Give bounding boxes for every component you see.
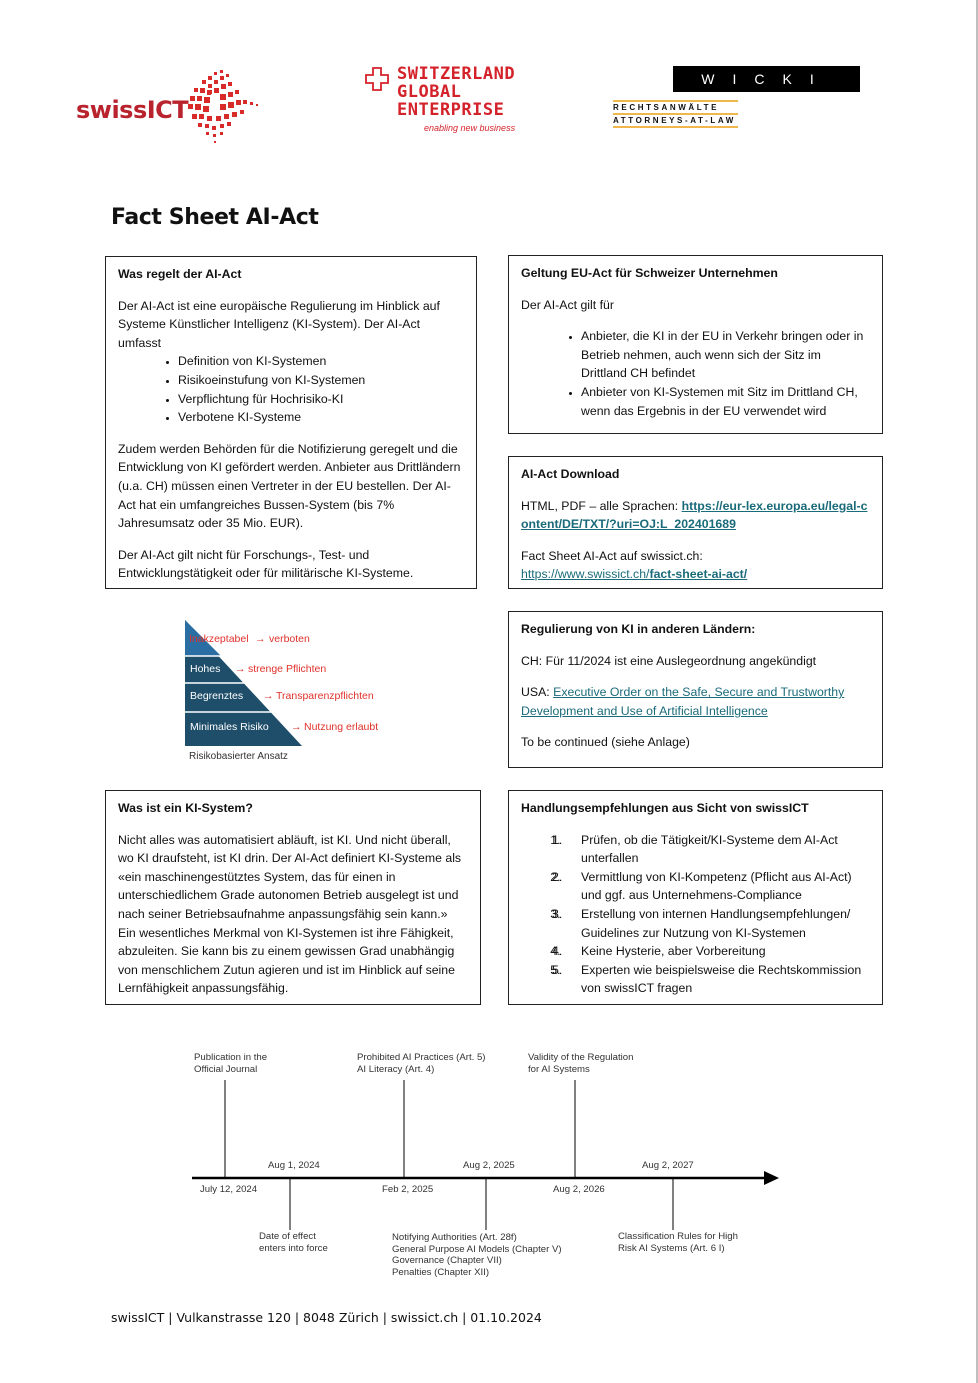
label-line: Prohibited AI Practices (Art. 5): [357, 1052, 486, 1063]
box-ki-system: [105, 790, 481, 1005]
list-item: 4. Keine Hysterie, aber Vorbereitung: [552, 944, 766, 959]
wicki-sub-1: RECHTSANWÄLTE: [613, 103, 720, 112]
wicki-logo: [613, 66, 863, 130]
box-laender-ch: CH: Für 11/2024 ist eine Auslegeordnung angekündigt: [521, 653, 817, 668]
list-item-text: Experten wie beispielsweise die Rechtskommission von swissICT fragen: [581, 962, 862, 996]
swiss-cross-outline-icon: [365, 67, 389, 91]
box-handlung: [508, 790, 883, 1005]
sge-tagline: enabling new business: [424, 123, 516, 133]
label-line: Classification Rules for High: [618, 1231, 738, 1242]
timeline-above-label-1: [194, 1052, 267, 1075]
download-prefix: HTML, PDF – alle Sprachen:: [521, 498, 682, 513]
box-handlung-title: Handlungsempfehlungen aus Sicht von swissICT: [521, 801, 809, 815]
download-line2: Fact Sheet AI-Act auf swissict.ch:: [521, 548, 703, 563]
pyramid-level-4-label: Minimales Risiko: [190, 721, 269, 733]
pyramid-level-1-label: Inakzeptabel: [189, 633, 249, 645]
list-item: • Anbieter, die KI in der EU in Verkehr bringen oder in Betrieb nehmen, auch wenn sich der Sitz im Drittland CH befindet: [581, 327, 870, 383]
box-geltung: [508, 255, 883, 434]
box-download: [508, 456, 883, 589]
list-item: • Anbieter von KI-Systemen mit Sitz im Drittland CH, wenn das Ergebnis in der EU verwendet wird: [581, 383, 870, 420]
label-line: Governance (Chapter VII): [392, 1255, 502, 1266]
timeline-bottom-date-3: Aug 2, 2026: [553, 1184, 605, 1195]
label-line: enters into force: [259, 1242, 328, 1254]
list-item: • Verpflichtung für Hochrisiko-KI: [178, 390, 464, 409]
sge-line-1: SWITZERLAND: [397, 64, 516, 84]
sge-logo: [365, 65, 545, 137]
box-laender-title: Regulierung von KI in anderen Ländern:: [521, 622, 756, 636]
list-item: • Risikoeinstufung von KI-Systemen: [178, 371, 464, 390]
box-was-regelt-p2: Zudem werden Behörden für die Notifizierung geregelt und die Entwicklung von KI gefördert werden. Anbieter aus Drittländern (u.a. CH) müssen einen Vertreter in der EU bestellen. Der AI-Act hat ein umfangreiches Bussen-System (bis 7% Jahresumsatz oder 35 Mio. EUR).: [118, 441, 461, 531]
box-was-regelt: [105, 256, 477, 589]
sge-line-2: GLOBAL: [397, 82, 462, 102]
timeline-below-label-2: [392, 1232, 562, 1278]
pyramid-level-2-arrow: →: [235, 663, 246, 675]
label-line: Risk AI Systems (Art. 6 I): [618, 1242, 725, 1254]
label-line: Official Journal: [194, 1063, 258, 1075]
label-line: Publication in the: [194, 1052, 268, 1063]
executive-order-link[interactable]: Executive Order on the Safe, Secure and Trustworthy Development and Use of Artificial Intelligence: [521, 685, 845, 718]
pyramid-level-4-action: Nutzung erlaubt: [304, 721, 379, 733]
timeline-below-label-1: [259, 1231, 328, 1254]
pyramid-caption: Risikobasierter Ansatz: [189, 751, 288, 762]
pyramid-level-3-label: Begrenztes: [190, 690, 244, 702]
list-item-text: Prüfen, ob die Tätigkeit/KI-Systeme dem AI-Act unterfallen: [581, 832, 838, 866]
box-was-regelt-intro: Der AI-Act ist eine europäische Regulierung im Hinblick auf Systeme Künstlicher Intelligenz (KI-System). Der AI-Act umfasst: [118, 298, 440, 350]
box-ki-system-text: Nicht alles was automatisiert abläuft, ist KI. Und nicht überall, wo KI draufsteht, ist KI drin. Der AI-Act definiert KI-Systeme als «ein maschinengestütztes System, das für einen in unterschiedlichem Grade autonomen Betrieb ausgelegt ist und nach seiner Betriebsaufnahme anpassungsfähig sein kann.» Ein wesentliches Merkmal von KI-Systemen ist ihre Fähigkeit, abzuleiten. Sie kann bis zu einem gewissen Grad unabhängig von menschlichem Zutun agieren und ist im Hinblick auf seine Lernfähigkeit anpassungsfähig.: [118, 832, 462, 996]
box-laender-tbc: To be continued (siehe Anlage): [521, 735, 690, 750]
list-item: • Verbotene KI-Systeme: [178, 408, 464, 427]
pyramid-level-2-label: Hohes: [190, 663, 221, 675]
wicki-name: WICKI: [673, 66, 860, 92]
timeline-bottom-date-1: July 12, 2024: [200, 1184, 258, 1195]
pyramid-level-2-action: strenge Pflichten: [248, 663, 327, 675]
box-laender: [508, 611, 883, 768]
label-line: Notifying Authorities (Art. 28f): [392, 1232, 517, 1243]
pyramid-level-1-action: verboten: [269, 633, 310, 645]
footer: swissICT | Vulkanstrasse 120 | 8048 Zürich | swissict.ch | 01.10.2024: [111, 1310, 542, 1325]
timeline-below-label-3: [618, 1231, 738, 1254]
eur-lex-link[interactable]: https://eur-lex.europa.eu/legal-content/DE/TXT/?uri=OJ:L_202401689: [521, 498, 868, 532]
timeline-above-label-3: [528, 1052, 633, 1075]
swissict-fact-sheet-link[interactable]: [521, 567, 747, 581]
list-item-text: Vermittlung von KI-Kompetenz (Pflicht aus AI-Act) und ggf. aus Unternehmens-Compliance: [581, 869, 852, 903]
list-item-text: Keine Hysterie, aber Vorbereitung: [581, 944, 766, 959]
box-geltung-title: Geltung EU-Act für Schweizer Unternehmen: [521, 266, 778, 280]
timeline-top-date-3: Aug 2, 2027: [642, 1160, 694, 1171]
box-download-title: AI-Act Download: [521, 467, 620, 481]
list-item: • Definition von KI-Systemen: [178, 352, 464, 371]
box-was-regelt-title: Was regelt der AI-Act: [118, 267, 242, 281]
list-item: 5. Experten wie beispielsweise die Rechtskommission von swissICT fragen: [552, 962, 862, 996]
timeline-bottom-date-2: Feb 2, 2025: [382, 1184, 434, 1195]
box-geltung-intro: Der AI-Act gilt für: [521, 297, 614, 312]
wicki-sub-2: ATTORNEYS-AT-LAW: [613, 116, 736, 125]
pyramid-level-3-action: Transparenzpflichten: [276, 690, 374, 702]
timeline-top-date-1: Aug 1, 2024: [268, 1160, 320, 1171]
swissict-logo-text: swissICT: [76, 96, 189, 124]
page-title: Fact Sheet AI-Act: [111, 205, 319, 230]
swissict-logo: [76, 66, 262, 148]
swissict-dot-cross-icon: [180, 66, 262, 148]
label-line: General Purpose AI Models (Chapter V): [392, 1243, 562, 1255]
box-ki-system-title: Was ist ein KI-System?: [118, 801, 253, 815]
label-line: for AI Systems: [528, 1063, 590, 1075]
timeline-above-label-2: [357, 1052, 486, 1075]
list-item: 1. Prüfen, ob die Tätigkeit/KI-Systeme dem AI-Act unterfallen: [552, 832, 838, 866]
sge-line-3: ENTERPRISE: [397, 100, 505, 120]
risk-pyramid: [185, 620, 405, 766]
pyramid-level-4-arrow: →: [291, 721, 302, 733]
timeline: [0, 1040, 978, 1290]
timeline-top-date-2: Aug 2, 2025: [463, 1160, 515, 1171]
link-part-a: https://www.swissict.ch/: [521, 567, 650, 582]
label-line: AI Literacy (Art. 4): [357, 1063, 435, 1075]
pyramid-level-1-arrow: →: [255, 633, 266, 645]
box-was-regelt-p3: Der AI-Act gilt nicht für Forschungs-, Test- und Entwicklungstätigkeit oder für militärische KI-Systeme.: [118, 547, 414, 581]
list-item: 3. Erstellung von internen Handlungsempfehlungen/ Guidelines zur Nutzung von KI-Systemen: [552, 906, 851, 940]
label-line: Validity of the Regulation: [528, 1052, 634, 1063]
link-part-b: fact-sheet-ai-act/: [649, 567, 748, 582]
list-item-text: Erstellung von internen Handlungsempfehlungen/ Guidelines zur Nutzung von KI-Systemen: [581, 906, 851, 940]
list-item: 2. Vermittlung von KI-Kompetenz (Pflicht aus AI-Act) und ggf. aus Unternehmens-Compliance: [552, 869, 852, 903]
pyramid-level-3-arrow: →: [263, 690, 274, 702]
box-laender-usa-prefix: USA:: [521, 685, 554, 700]
label-line: Penalties (Chapter XII): [392, 1266, 490, 1278]
label-line: Date of effect: [259, 1231, 316, 1242]
